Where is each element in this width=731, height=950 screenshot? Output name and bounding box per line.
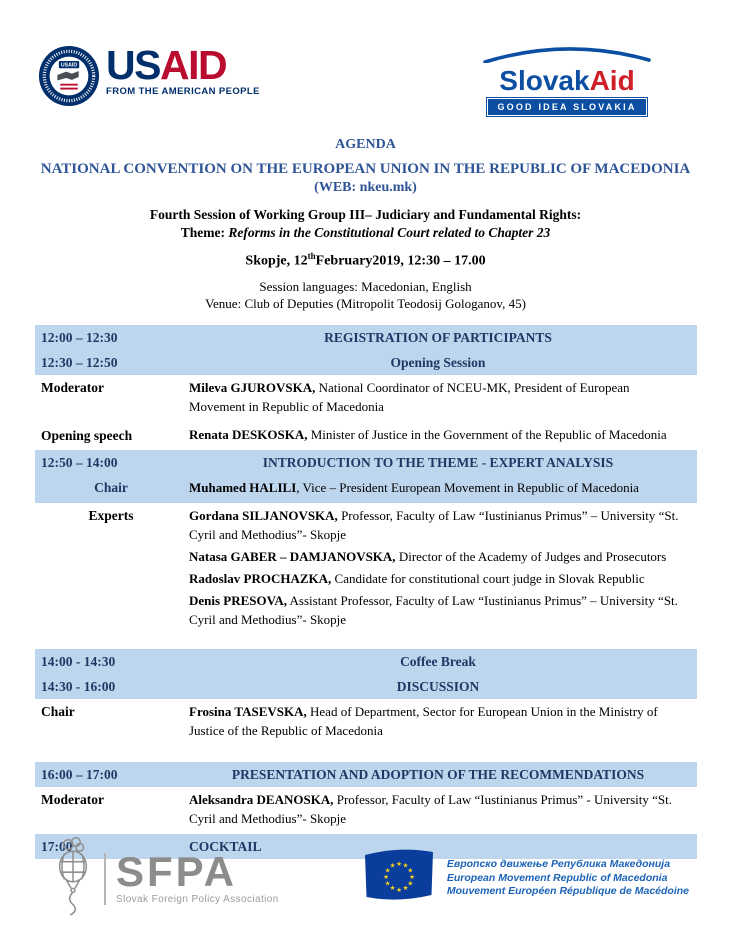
- speaker-entry: [189, 506, 687, 544]
- agenda-time-cell: 12:30 – 12:50: [41, 354, 118, 370]
- european-movement-text: [447, 858, 689, 899]
- speaker-entry: [189, 547, 687, 566]
- agenda-role-cell: Moderator: [41, 379, 104, 395]
- agenda-row: [35, 762, 697, 787]
- agenda-time-cell: 14:00 - 14:30: [41, 653, 116, 669]
- convention-title: NATIONAL CONVENTION ON THE EUROPEAN UNION IN THE REPUBLIC OF MACEDONIA: [40, 161, 691, 177]
- agenda-row: [35, 475, 697, 503]
- date-city-day: Skopje, 12: [245, 253, 308, 269]
- agenda-row: [35, 325, 697, 350]
- usaid-word: [106, 42, 260, 88]
- slovakaid-word-aid: Aid: [589, 65, 635, 96]
- agenda-row: [35, 503, 697, 649]
- venue-line: Venue: Club of Deputies (Mitropolit Teodosij Gologanov, 45): [205, 295, 526, 311]
- slovakaid-logo: [481, 47, 653, 116]
- agenda-time-cell: 12:50 – 14:00: [41, 454, 118, 470]
- svg-text:★: ★: [407, 866, 414, 875]
- svg-text:★: ★: [389, 884, 396, 893]
- footer-logos: [0, 835, 731, 922]
- speaker-entry: [189, 478, 687, 497]
- speaker-role: Professor, Faculty of Law “Iustinianus Primus” - University “St. Cyril and Methodius”- Skopje: [189, 791, 672, 826]
- session-title-cell: INTRODUCTION TO THE THEME - EXPERT ANALYSIS: [262, 454, 614, 470]
- agenda-heading: AGENDA: [335, 137, 396, 152]
- svg-text:★: ★: [395, 859, 402, 868]
- session-title-cell: COCKTAIL: [189, 838, 262, 854]
- session-detail-cell: [185, 377, 697, 420]
- header-logos: [0, 0, 731, 113]
- slovakaid-wordmark: [499, 65, 635, 96]
- speaker-role: Minister of Justice in the Government of the Republic of Macedonia: [307, 426, 667, 442]
- sfpa-globe-balloon-icon: [52, 835, 94, 922]
- speaker-role: National Coordinator of NCEU-MK, President of European Movement in Republic of Macedonia: [189, 379, 630, 414]
- speaker-name: Mileva GJUROVSKA,: [189, 379, 316, 395]
- session-title-cell: PRESENTATION AND ADOPTION OF THE RECOMMENDATIONS: [231, 766, 645, 782]
- usaid-seal-icon: [38, 45, 100, 112]
- agenda-row: [35, 375, 697, 422]
- svg-text:★: ★: [402, 884, 409, 893]
- theme-line: [0, 225, 731, 241]
- session-detail-cell: [185, 505, 697, 633]
- agenda-time-cell: 14:30 - 16:00: [41, 678, 116, 694]
- svg-text:★: ★: [402, 861, 409, 870]
- agenda-role-cell: Chair: [94, 479, 128, 495]
- theme-label: Theme:: [180, 225, 229, 240]
- usaid-tagline: FROM THE AMERICAN PEOPLE: [106, 86, 260, 97]
- date-ordinal: th: [307, 251, 316, 261]
- usaid-word-us: US: [106, 42, 160, 88]
- session-title-cell: REGISTRATION OF PARTICIPANTS: [324, 329, 552, 345]
- theme-title: Reforms in the Constitutional Court related to Chapter 23: [228, 225, 551, 240]
- slovakaid-banner: GOOD IDEA SLOVAKIA: [487, 98, 646, 116]
- speaker-entry: [189, 790, 687, 828]
- svg-text:★: ★: [395, 885, 402, 894]
- agenda-row: [35, 674, 697, 699]
- svg-text:★: ★: [408, 872, 415, 881]
- eumov-line-mk: Европско движење Република Македонија: [446, 858, 671, 871]
- date-rest: February2019, 12:30 – 17.00: [315, 253, 486, 269]
- slovakaid-word-slovak: Slovak: [499, 65, 590, 96]
- svg-text:USAID: USAID: [60, 62, 78, 69]
- eu-flag-icon: [361, 847, 437, 910]
- agenda-row: [35, 649, 697, 674]
- web-line: (WEB: nkeu.mk): [314, 180, 417, 195]
- speaker-entry: [189, 378, 687, 416]
- european-movement-logo: [361, 847, 689, 910]
- agenda-role-cell: Moderator: [41, 791, 104, 807]
- agenda-time-cell: 16:00 – 17:00: [41, 766, 118, 782]
- session-title-cell: Coffee Break: [400, 653, 476, 669]
- speaker-role: Assistant Professor, Faculty of Law “Iustinianus Primus” – University “St. Cyril and Methodius”- Skopje: [189, 592, 678, 627]
- agenda-row: [35, 450, 697, 475]
- usaid-word-aid: AID: [159, 42, 227, 88]
- agenda-time-cell: 12:00 – 12:30: [41, 329, 118, 345]
- date-line: [0, 251, 731, 270]
- speaker-role: Candidate for constitutional court judge in Slovak Republic: [331, 570, 645, 586]
- speaker-name: Radoslav PROCHAZKA,: [189, 570, 332, 586]
- speaker-role: Director of the Academy of Judges and Prosecutors: [395, 548, 667, 564]
- speaker-name: Renata DESKOSKA,: [189, 426, 308, 442]
- svg-text:★: ★: [407, 879, 414, 888]
- speaker-role: Professor, Faculty of Law “Iustinianus Primus” – University “St. Cyril and Methodius”- Skopje: [189, 507, 679, 542]
- agenda-row: [35, 699, 697, 762]
- session-detail-cell: [185, 701, 697, 744]
- agenda-row: [35, 422, 697, 450]
- sfpa-name: Slovak Foreign Policy Association: [116, 894, 279, 905]
- session-title-cell: DISCUSSION: [396, 678, 480, 694]
- speaker-name: Denis PRESOVA,: [189, 592, 288, 608]
- agenda-role-cell: Chair: [41, 703, 75, 719]
- speaker-entry: [189, 425, 687, 444]
- session-title-cell: Opening Session: [390, 354, 486, 370]
- agenda-table: [35, 325, 697, 859]
- speaker-name: Natasa GABER – DAMJANOVSKA,: [189, 548, 396, 564]
- title-block: [0, 137, 731, 312]
- session-detail-cell: [185, 789, 697, 832]
- languages-line: Session languages: Macedonian, English: [259, 278, 472, 294]
- usaid-logo: [38, 42, 260, 112]
- eumov-line-fr: Mouvement Européen République de Macédoine: [446, 885, 689, 898]
- svg-text:★: ★: [384, 879, 391, 888]
- eumov-line-en: European Movement Republic of Macedonia: [446, 871, 668, 884]
- agenda-row: [35, 787, 697, 834]
- sfpa-divider: [104, 853, 106, 905]
- speaker-entry: [189, 569, 687, 588]
- sfpa-acronym: SFPA: [116, 848, 237, 895]
- svg-text:★: ★: [384, 866, 391, 875]
- speaker-name: Frosina TASEVSKA,: [189, 703, 307, 719]
- svg-text:★: ★: [382, 872, 389, 881]
- session-detail-cell: [185, 424, 697, 448]
- svg-text:★: ★: [389, 861, 396, 870]
- speaker-entry: [189, 702, 687, 740]
- speaker-role: , Vice – President European Movement in Republic of Macedonia: [296, 479, 639, 495]
- speaker-name: Aleksandra DEANOSKA,: [189, 791, 334, 807]
- sfpa-text: [116, 848, 279, 905]
- agenda-role-cell: Opening speech: [41, 428, 133, 444]
- agenda-role-cell: Experts: [88, 507, 134, 523]
- session-line: Fourth Session of Working Group III– Judiciary and Fundamental Rights:: [149, 207, 582, 222]
- sfpa-logo: [52, 835, 279, 922]
- speaker-entry: [189, 591, 687, 629]
- session-detail-cell: [185, 477, 697, 501]
- speaker-role: Head of Department, Sector for European Union in the Ministry of Justice of the Republic of Macedonia: [189, 703, 658, 738]
- agenda-time-cell: 17:00: [41, 838, 73, 854]
- usaid-wordmark: [106, 42, 260, 97]
- speaker-name: Gordana SILJANOVSKA,: [189, 507, 338, 523]
- agenda-row: [35, 350, 697, 375]
- speaker-name: Muhamed HALILI: [189, 479, 297, 495]
